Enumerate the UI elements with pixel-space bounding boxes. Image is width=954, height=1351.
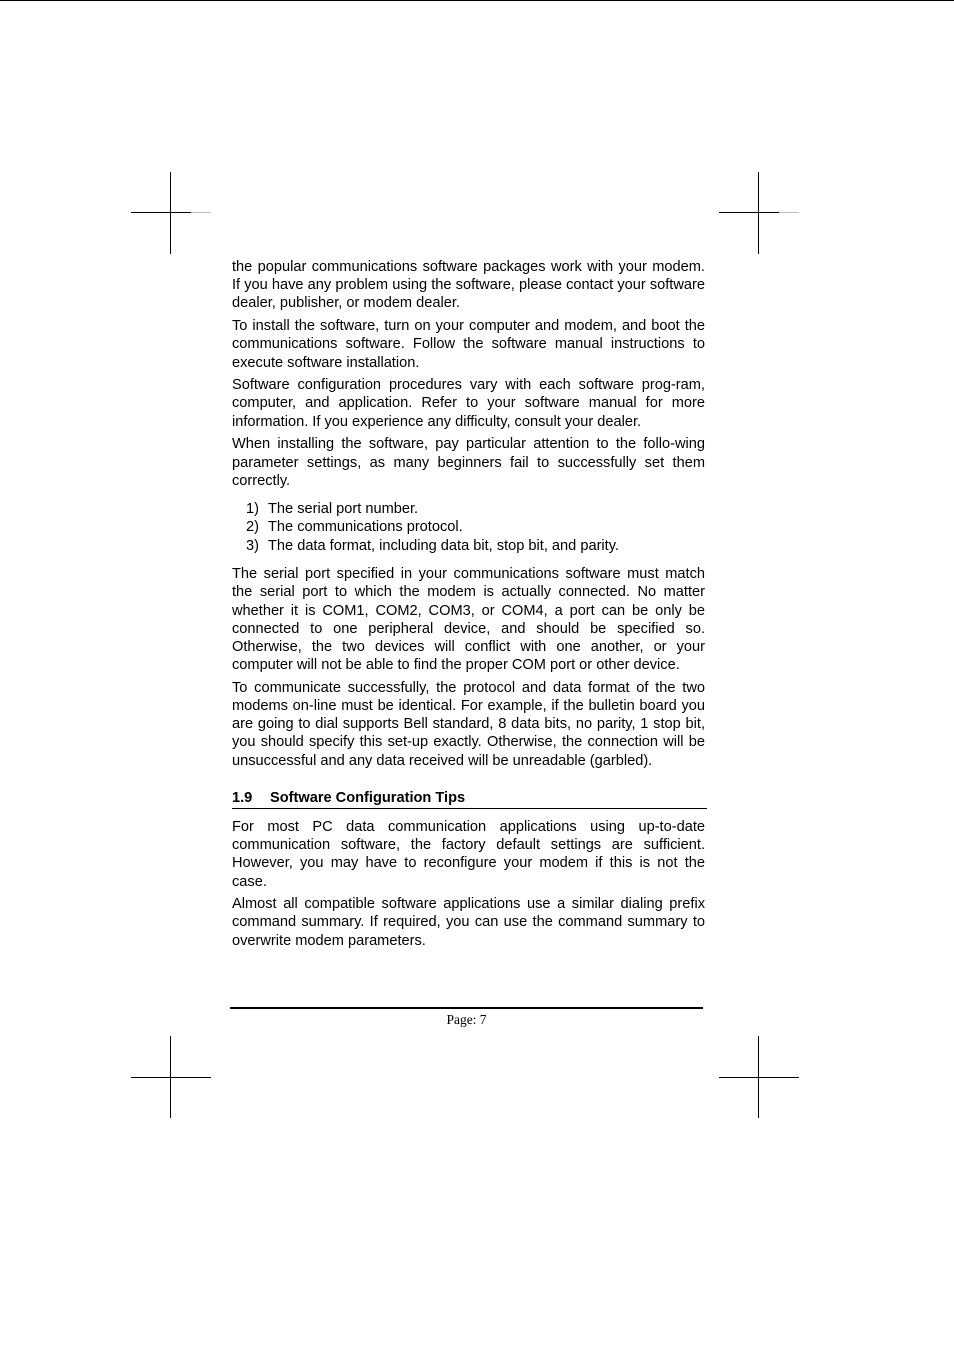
list-item-text: The data format, including data bit, stop bit, and parity.	[268, 537, 619, 554]
crop-mark-bottom-left-horizontal	[131, 1077, 211, 1078]
list-item	[232, 537, 705, 555]
list-item-text: The serial port number.	[268, 500, 419, 517]
page-body	[232, 258, 705, 954]
footer-rule	[230, 1007, 703, 1009]
crop-mark-top-right-horizontal-tail	[779, 212, 799, 213]
crop-mark-bottom-right-horizontal	[719, 1077, 799, 1078]
crop-mark-top-right-horizontal	[719, 212, 779, 213]
list-item	[232, 518, 705, 536]
crop-mark-top-left-vertical	[170, 172, 171, 254]
section-heading	[232, 789, 707, 809]
crop-mark-top-right-vertical	[758, 172, 759, 254]
body-paragraph: To communicate successfully, the protocol and data format of the two modems on-line must be identical. For example, if the bulletin board you are going to dial supports Bell standard, 8 data bits, no parity, 1 stop bit, you should specify this set-up exactly. Otherwise, the connection will be unsuccessful and any data received will be unreadable (garbled).	[232, 679, 705, 769]
crop-mark-top-left-horizontal-tail	[191, 212, 211, 213]
section-number: 1.9	[232, 789, 253, 806]
list-item-number: 2)	[246, 519, 259, 536]
list-item-number: 3)	[246, 537, 259, 554]
list-item-text: The communications protocol.	[268, 519, 463, 536]
body-paragraph: For most PC data communication applications using up-to-date communication software, the factory default settings are sufficient. However, you may have to reconfigure your modem if this is not the case.	[232, 818, 705, 890]
body-paragraph: The serial port specified in your communications software must match the serial port to which the modem is actually connected. No matter whether it is COM1, COM2, COM3, or COM4, a port can be only be connected to one peripheral device, and should be specified so. Otherwise, the two devices will conflict with one another, or your computer will not be able to find the proper COM port or other device.	[232, 566, 705, 674]
body-paragraph: When installing the software, pay particular attention to the follo-wing parameter settings, as many beginners fail to successfully set them correctly.	[232, 436, 705, 489]
page-top-border	[0, 0, 954, 1]
section-title: Software Configuration Tips	[270, 789, 466, 806]
list-item	[232, 500, 705, 518]
list-item-number: 1)	[246, 500, 259, 517]
body-paragraph: Software configuration procedures vary with each software prog-ram, computer, and application. Refer to your software manual for more information. If you experience any difficulty, consult your dealer.	[232, 377, 705, 430]
parameter-settings-list	[232, 500, 705, 555]
crop-mark-top-left-horizontal	[131, 212, 191, 213]
body-paragraph: To install the software, turn on your computer and modem, and boot the communications software. Follow the software manual instructions to execute software installation.	[232, 318, 705, 371]
body-paragraph: the popular communications software packages work with your modem. If you have any problem using the software, please contact your software dealer, publisher, or modem dealer.	[232, 259, 705, 312]
body-paragraph: Almost all compatible software applications use a similar dialing prefix command summary. If required, you can use the command summary to overwrite modem parameters.	[232, 896, 705, 949]
page-number: Page: 7	[446, 1012, 487, 1027]
